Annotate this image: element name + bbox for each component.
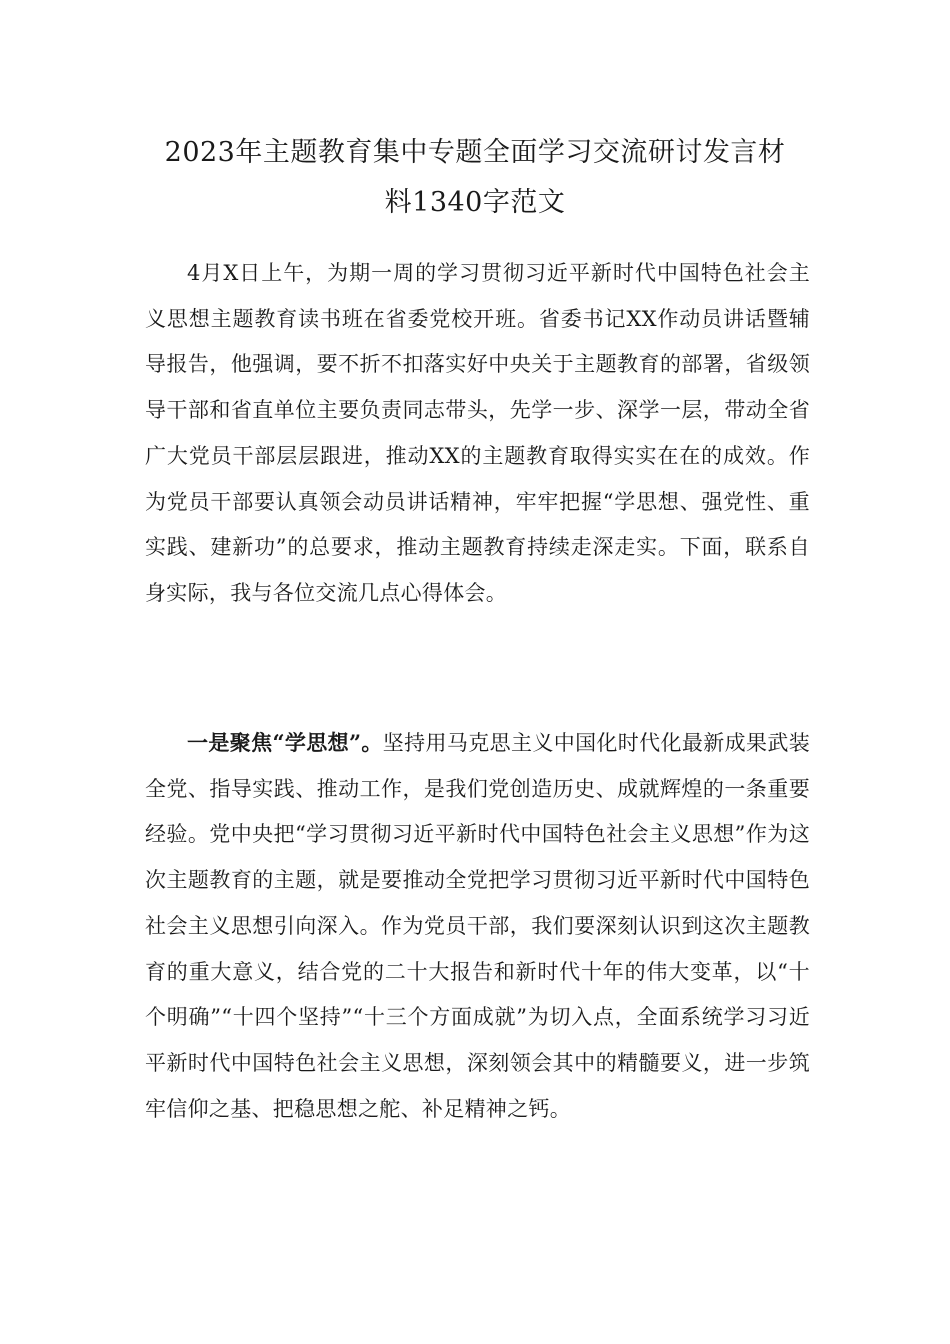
paragraph-study-thought <box>145 720 810 1132</box>
title-line-2: 料1340字范文 <box>384 187 566 218</box>
paragraph-intro <box>145 251 810 617</box>
document-title <box>140 128 810 228</box>
paragraph-intro-text: 4月X日上午，为期一周的学习贯彻习近平新时代中国特色社会主义思想主题教育读书班在省委党校开班。省委书记XX作动员讲话暨辅导报告，他强调，要不折不扣落实好中央关于主题教育的部署，省级领导干部和省直单位主要负责同志带头，先学一步、深学一层，带动全省广大党员干部层层跟进，推动XX的主题教育取得实实在在的成效。作为党员干部要认真领会动员讲话精神，牢牢把握“学思想、强党性、重实践、建新功”的总要求，推动主题教育持续走深走实。下面，联系自身实际，我与各位交流几点心得体会。 <box>145 261 810 605</box>
paragraph-heading-study-thought: 一是聚焦“学思想”。 <box>187 730 383 755</box>
title-line-1: 2023年主题教育集中专题全面学习交流研讨发言材 <box>164 137 786 168</box>
paragraph-study-thought-text: 坚持用马克思主义中国化时代化最新成果武装全党、指导实践、推动工作，是我们党创造历史、成就辉煌的一条重要经验。党中央把“学习贯彻习近平新时代中国特色社会主义思想”作为这次主题教育的主题，就是要推动全党把学习贯彻习近平新时代中国特色社会主义思想引向深入。作为党员干部，我们要深刻认识到这次主题教育的重大意义，结合党的二十大报告和新时代十年的伟大变革，以“十个明确”“十四个坚持”“十三个方面成就”为切入点，全面系统学习习近平新时代中国特色社会主义思想，深刻领会其中的精髓要义，进一步筑牢信仰之基、把稳思想之舵、补足精神之钙。 <box>145 731 810 1121</box>
